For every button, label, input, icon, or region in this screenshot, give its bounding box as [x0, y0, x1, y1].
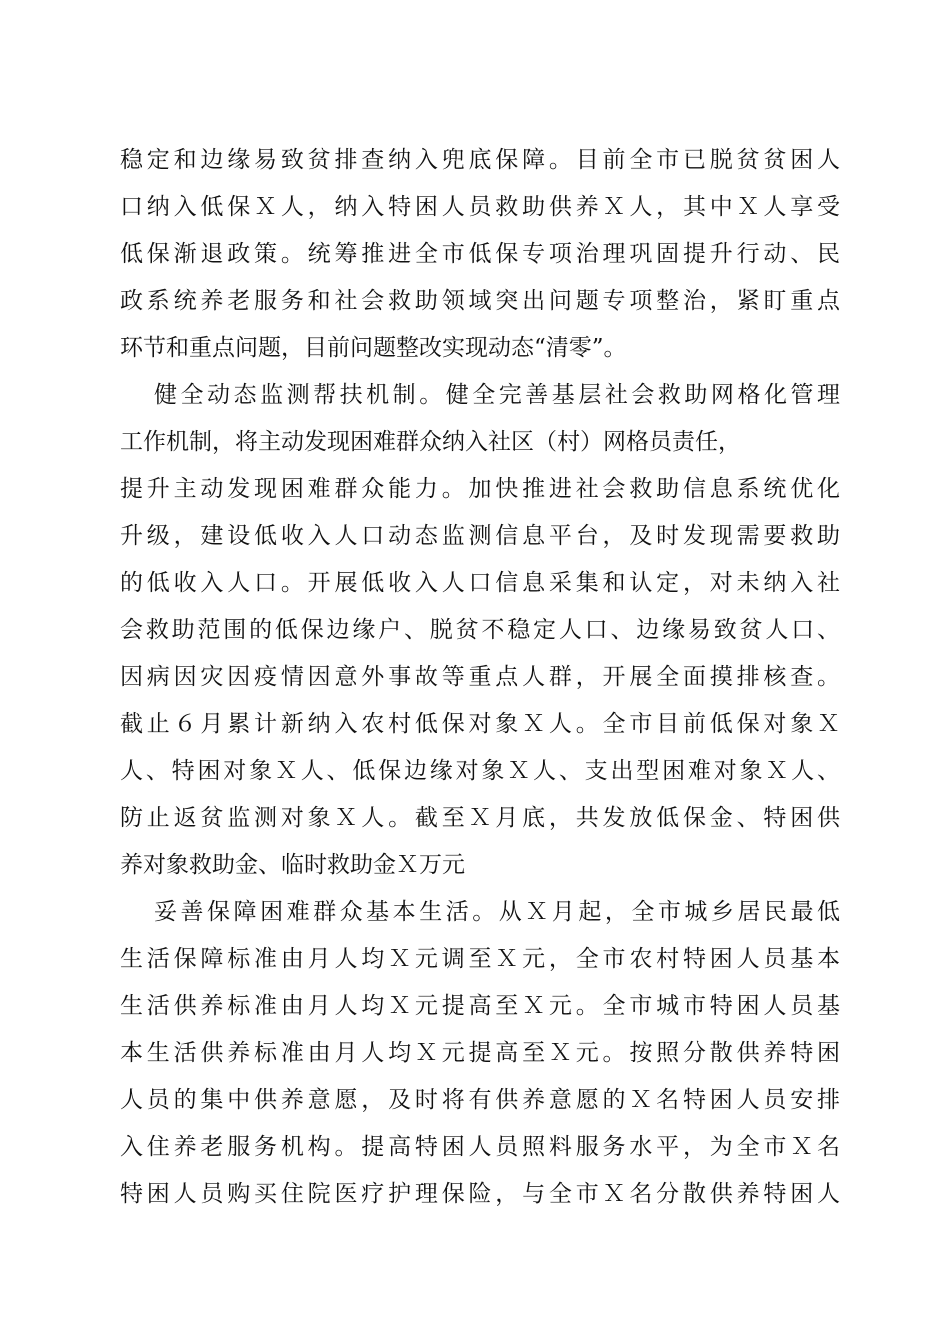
text-line: 特困人员购买住院医疗护理保险，与全市Ｘ名分散供养特困人 [120, 1181, 840, 1207]
paragraph-heading-line: 健全动态监测帮扶机制。健全完善基层社会救助网格化管理 [154, 382, 840, 408]
text-line: 本生活供养标准由月人均Ｘ元提高至Ｘ元。按照分散供养特困 [120, 1040, 840, 1066]
text-line: 生活保障标准由月人均Ｘ元调至Ｘ元，全市农村特困人员基本 [120, 946, 840, 972]
text-line: 养对象救助金、临时救助金Ｘ万元 [120, 852, 465, 878]
text-line: 人、特困对象Ｘ人、低保边缘对象Ｘ人、支出型困难对象Ｘ人、 [120, 758, 840, 784]
text-line: 升级，建设低收入人口动态监测信息平台，及时发现需要救助 [120, 523, 840, 549]
text-line: 提升主动发现困难群众能力。加快推进社会救助信息系统优化 [120, 476, 840, 502]
text-line: 防止返贫监测对象Ｘ人。截至Ｘ月底，共发放低保金、特困供 [120, 805, 840, 831]
text-line: 入住养老服务机构。提高特困人员照料服务水平，为全市Ｘ名 [120, 1134, 840, 1160]
text-line: 环节和重点问题，目前问题整改实现动态“清零”。 [120, 335, 627, 361]
text-line: 低保渐退政策。统筹推进全市低保专项治理巩固提升行动、民 [120, 241, 840, 267]
text-line: 稳定和边缘易致贫排查纳入兜底保障。目前全市已脱贫贫困人 [120, 147, 840, 173]
text-line: 人员的集中供养意愿，及时将有供养意愿的Ｘ名特困人员安排 [120, 1087, 840, 1113]
text-line: 工作机制，将主动发现困难群众纳入社区（村）网格员责任， [120, 429, 741, 455]
paragraph-heading-line: 妥善保障困难群众基本生活。从Ｘ月起，全市城乡居民最低 [154, 899, 840, 925]
text-line: 的低收入人口。开展低收入人口信息采集和认定，对未纳入社 [120, 570, 840, 596]
text-line: 会救助范围的低保边缘户、脱贫不稳定人口、边缘易致贫人口、 [120, 617, 840, 643]
text-line: 口纳入低保Ｘ人，纳入特困人员救助供养Ｘ人，其中Ｘ人享受 [120, 194, 840, 220]
text-line: 政系统养老服务和社会救助领域突出问题专项整治，紧盯重点 [120, 288, 840, 314]
text-line: 因病因灾因疫情因意外事故等重点人群，开展全面摸排核查。 [120, 664, 840, 690]
text-line: 生活供养标准由月人均Ｘ元提高至Ｘ元。全市城市特困人员基 [120, 993, 840, 1019]
text-line: 截止６月累计新纳入农村低保对象Ｘ人。全市目前低保对象Ｘ [120, 711, 840, 737]
